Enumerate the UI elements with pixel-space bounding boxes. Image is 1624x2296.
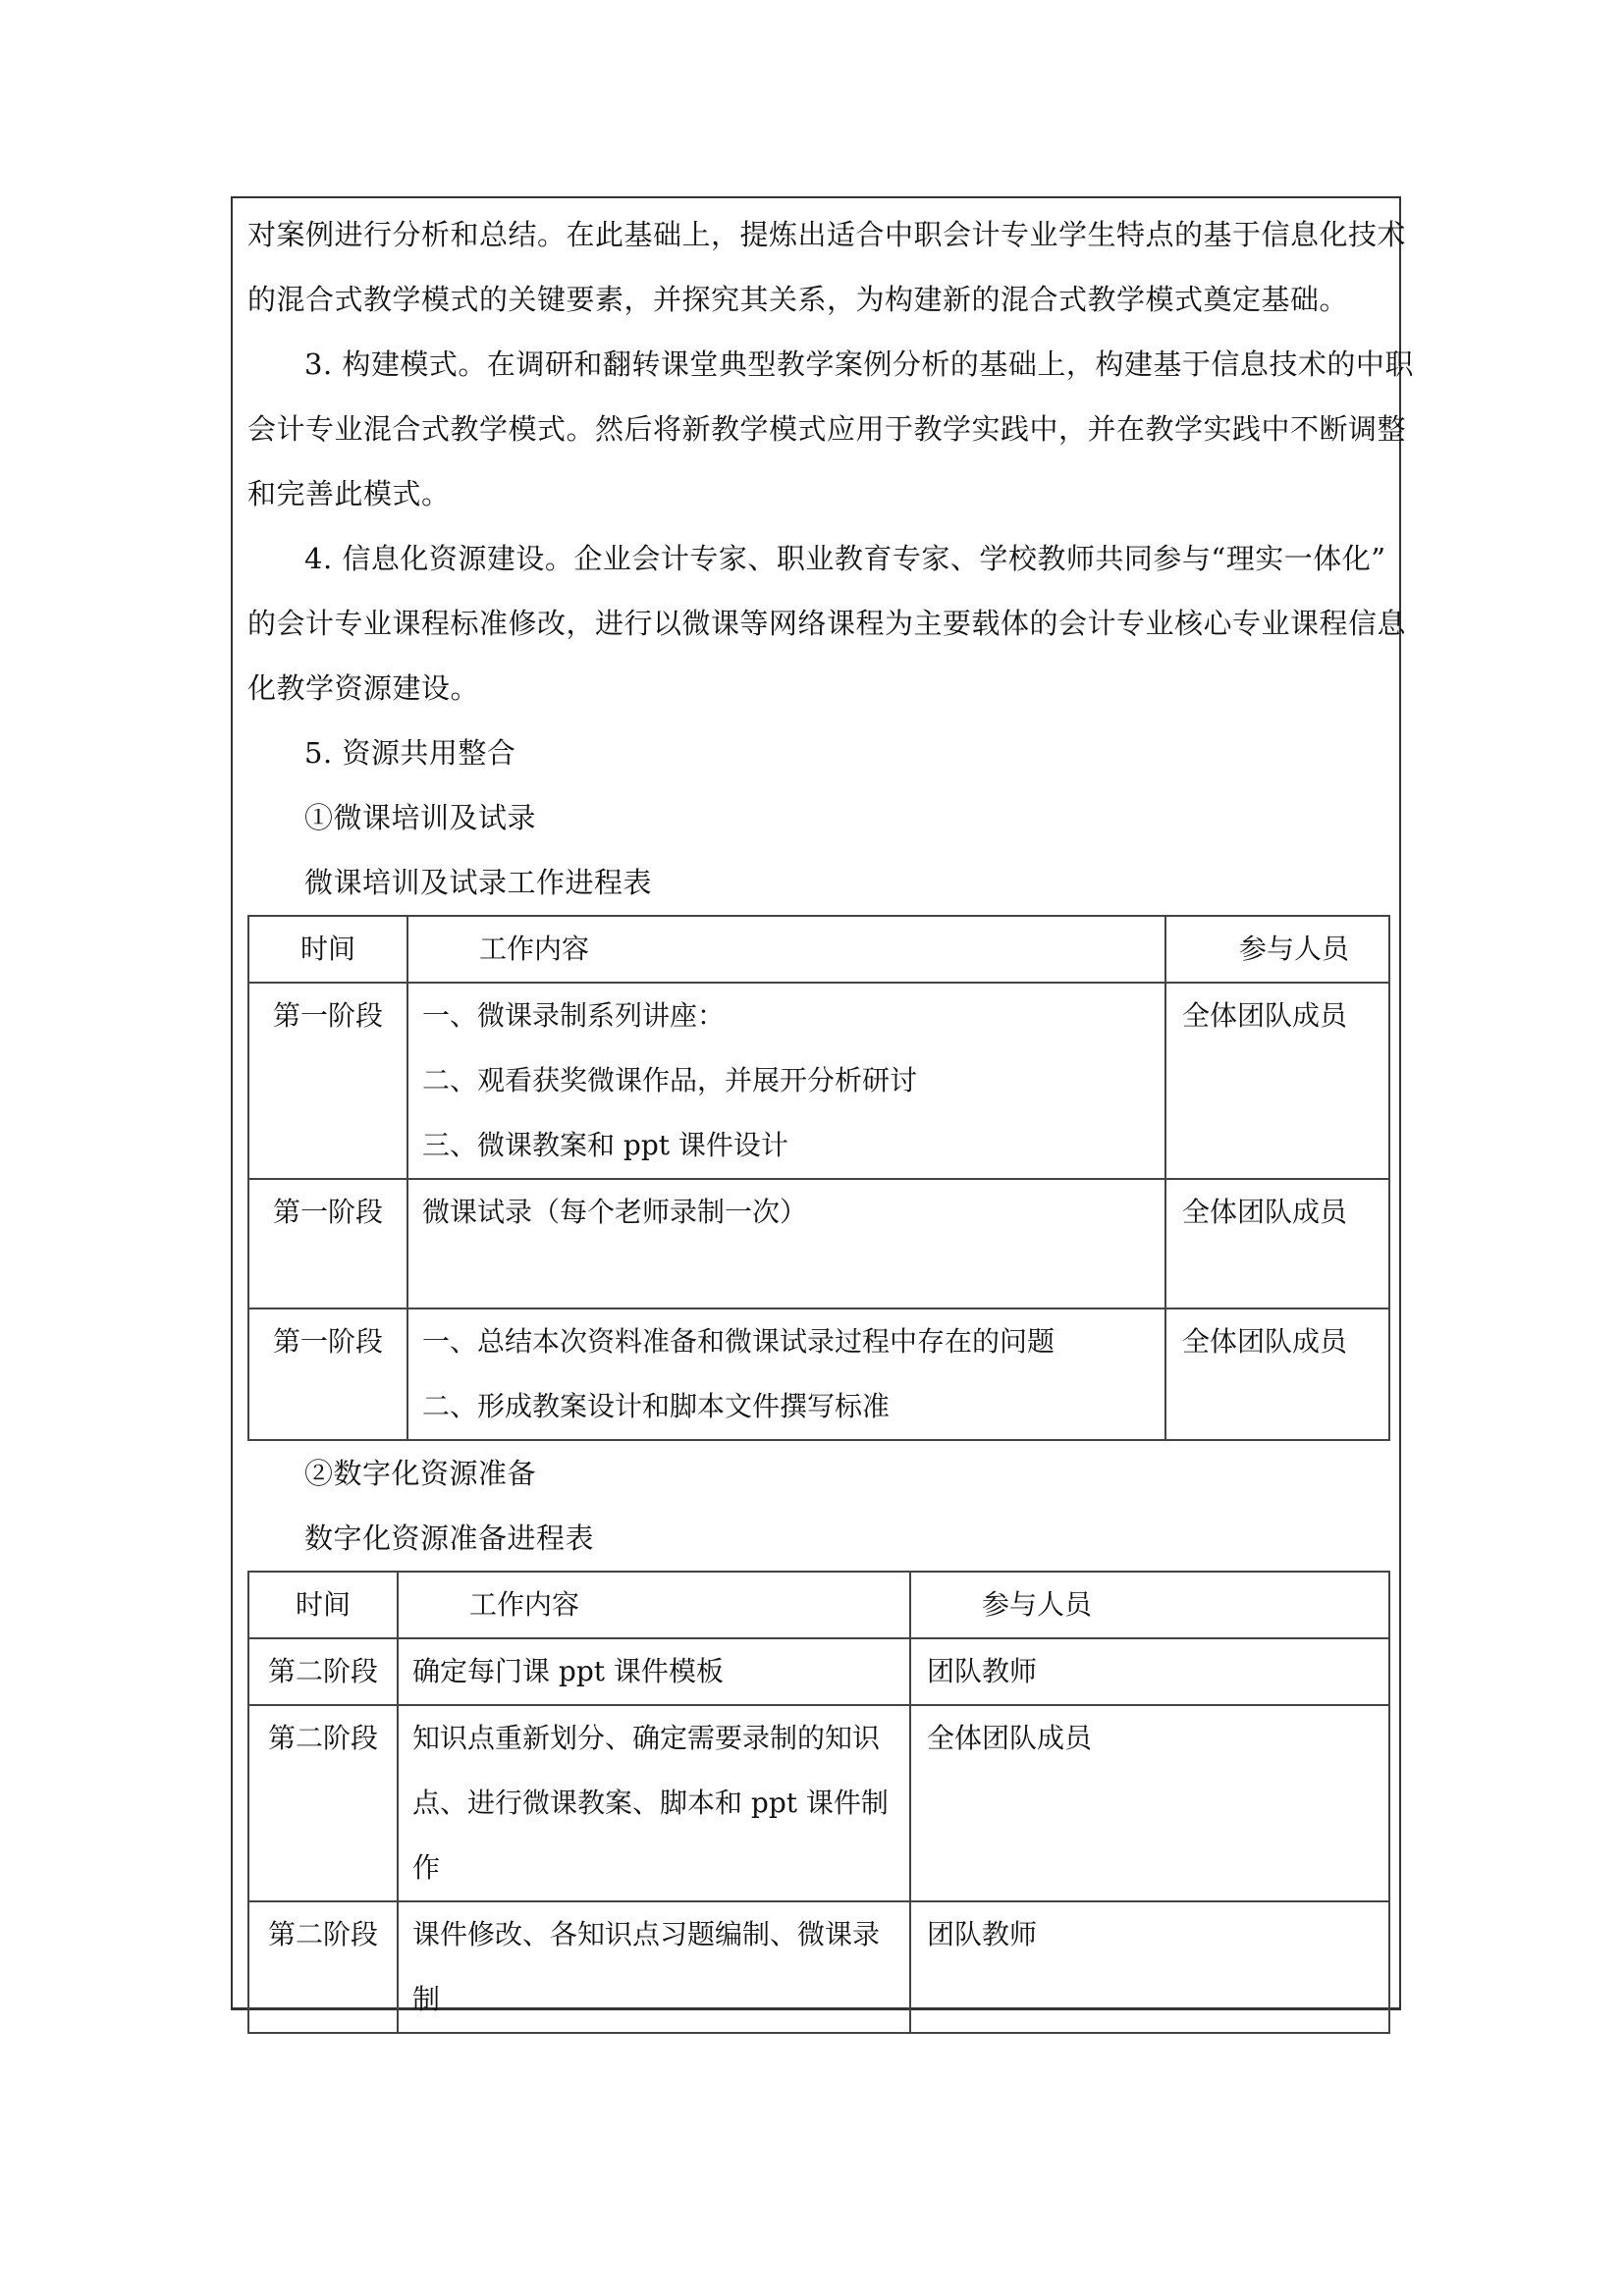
table-row <box>248 1179 1389 1308</box>
header-people: 参与人员 <box>910 1572 1389 1638</box>
section-heading: 5. 资源共用整合 <box>304 736 516 770</box>
paragraph-line: 和完善此模式。 <box>247 477 451 510</box>
header-content: 工作内容 <box>398 1572 910 1638</box>
table-caption: 微课培训及试录工作进程表 <box>304 866 653 899</box>
cell-content: 微课试录（每个老师录制一次） <box>407 1179 1165 1308</box>
header-people: 参与人员 <box>1165 916 1389 983</box>
subsection-heading: ①微课培训及试录 <box>304 801 537 834</box>
paragraph-line: 会计专业混合式教学模式。然后将新教学模式应用于教学实践中，并在教学实践中不断调整 <box>247 412 1407 446</box>
cell-people: 全体团队成员 <box>1165 1179 1389 1308</box>
cell-people: 全体团队成员 <box>1165 983 1389 1179</box>
resource-schedule-table <box>247 1571 1390 2034</box>
cell-people: 全体团队成员 <box>910 1705 1389 1901</box>
paragraph-line: 的混合式教学模式的关键要素，并探究其关系，为构建新的混合式教学模式奠定基础。 <box>247 283 1349 316</box>
paragraph-line: 的会计专业课程标准修改，进行以微课等网络课程为主要载体的会计专业核心专业课程信息 <box>247 607 1407 640</box>
table-header-row <box>248 916 1389 983</box>
cell-time: 第二阶段 <box>248 1901 398 2033</box>
table-header-row <box>248 1572 1389 1638</box>
training-schedule-table <box>247 915 1390 1441</box>
cell-content: 课件修改、各知识点习题编制、微课录 制 <box>398 1901 910 2033</box>
cell-people: 团队教师 <box>910 1901 1389 2033</box>
cell-time: 第一阶段 <box>248 983 407 1179</box>
cell-people: 团队教师 <box>910 1638 1389 1705</box>
cell-content: 一、微课录制系列讲座： 二、观看获奖微课作品，并展开分析研讨 三、微课教案和 ppt 课件设计 <box>407 983 1165 1179</box>
header-content: 工作内容 <box>407 916 1165 983</box>
paragraph-line: 3. 构建模式。在调研和翻转课堂典型教学案例分析的基础上，构建基于信息技术的中职 <box>304 347 1414 381</box>
table-row <box>248 1901 1389 2033</box>
document-body <box>247 202 1414 2034</box>
cell-content: 知识点重新划分、确定需要录制的知识 点、进行微课教案、脚本和 ppt 课件制 作 <box>398 1705 910 1901</box>
cell-time: 第一阶段 <box>248 1179 407 1308</box>
cell-content: 一、总结本次资料准备和微课试录过程中存在的问题 二、形成教案设计和脚本文件撰写标准 <box>407 1308 1165 1440</box>
paragraph-line: 4. 信息化资源建设。企业会计专家、职业教育专家、学校教师共同参与“理实一体化” <box>304 542 1386 575</box>
table-row <box>248 1705 1389 1901</box>
header-time: 时间 <box>248 916 407 983</box>
paragraph-line: 化教学资源建设。 <box>247 671 480 705</box>
document-frame <box>231 196 1414 2015</box>
cell-people: 全体团队成员 <box>1165 1308 1389 1440</box>
table-caption: 数字化资源准备进程表 <box>304 1522 595 1555</box>
cell-content: 确定每门课 ppt 课件模板 <box>398 1638 910 1705</box>
table-row <box>248 983 1389 1179</box>
cell-time: 第二阶段 <box>248 1638 398 1705</box>
cell-time: 第二阶段 <box>248 1705 398 1901</box>
subsection-heading: ②数字化资源准备 <box>304 1457 537 1490</box>
table-row <box>248 1638 1389 1705</box>
header-time: 时间 <box>248 1572 398 1638</box>
paragraph-line: 对案例进行分析和总结。在此基础上，提炼出适合中职会计专业学生特点的基于信息化技术 <box>247 218 1407 251</box>
cell-time: 第一阶段 <box>248 1308 407 1440</box>
table-row <box>248 1308 1389 1440</box>
